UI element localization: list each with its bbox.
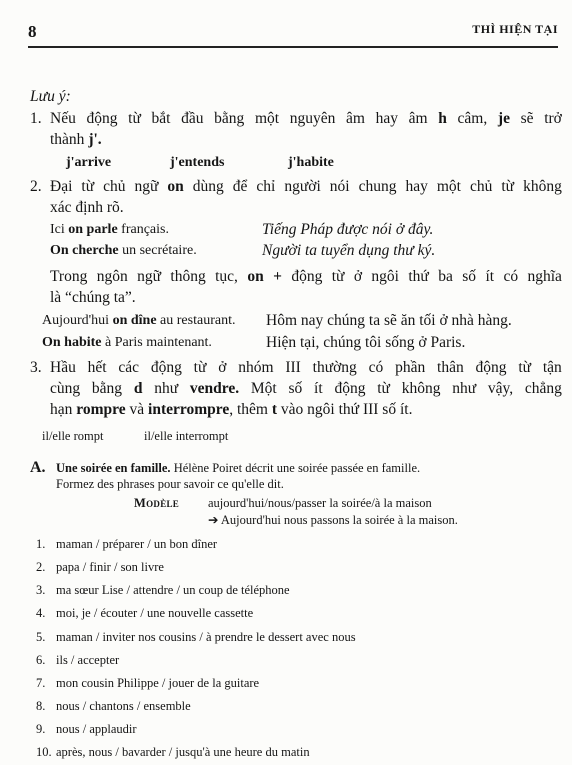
word: từ — [518, 359, 532, 376]
word: động — [334, 380, 366, 397]
word: on — [167, 178, 184, 195]
note1-number: 1. — [30, 110, 42, 127]
note2-ex2-vn: Người ta tuyển dụng thư ký. — [262, 242, 436, 259]
word: chỉ — [256, 178, 276, 195]
note2-ex1-vn: Tiếng Pháp được nói ở đây. — [262, 221, 434, 238]
note1-example-2: j'entends — [170, 155, 225, 170]
word: vendre. — [189, 380, 240, 397]
word: ngữ — [134, 178, 159, 195]
note2-ex3-vn: Hôm nay chúng ta sẽ ăn tối ở nhà hàng. — [266, 312, 512, 329]
note3-line3: hạn rompre và interrompre, thêm t vào ngôi thứ III số ít. — [50, 401, 413, 418]
word: nguyên — [289, 110, 336, 127]
note2-ex4-fr: On habite à Paris maintenant. — [42, 335, 212, 350]
word: thân — [437, 359, 464, 376]
exercise-item-number: 6. — [36, 653, 46, 667]
note1-example-3: j'habite — [288, 155, 334, 170]
note3-line2 — [50, 380, 562, 398]
note1-line2: thành j'. — [50, 131, 102, 148]
exercise-item-text: maman / inviter nos cousins / à prendre le dessert avec nous — [56, 630, 356, 644]
word: Hầu — [50, 359, 76, 376]
word: ngôn — [96, 268, 128, 285]
word: phần — [395, 359, 426, 376]
word: từ — [193, 359, 207, 376]
word: từ — [331, 268, 345, 285]
exercise-item-number: 4. — [36, 606, 46, 620]
exercise-item-text: mon cousin Philippe / jouer de la guitare — [56, 676, 260, 690]
exercise-title: Une soirée en famille. Hélène Poiret décrit une soirée passée en famille. — [56, 461, 421, 475]
exercise-item-number: 3. — [36, 583, 46, 597]
model-prompt: aujourd'hui/nous/passer la soirée/à la maison — [208, 496, 432, 510]
note3-example-2: il/elle interrompt — [144, 429, 229, 443]
exercise-item-number: 1. — [36, 537, 46, 551]
word: ở — [218, 359, 227, 376]
exercise-item-number: 5. — [36, 630, 46, 644]
word: chẳng — [524, 380, 562, 397]
word: có — [368, 359, 384, 376]
word: hay — [375, 110, 399, 127]
exercise-item-text: moi, je / écouter / une nouvelle cassette — [56, 606, 254, 620]
word: động — [86, 110, 118, 127]
exercise-item-text: nous / chantons / ensemble — [56, 699, 191, 713]
exercise-item-text: papa / finir / son livre — [56, 560, 164, 574]
exercise-item-number: 9. — [36, 722, 46, 736]
word: từ — [377, 380, 390, 397]
word: thường — [312, 359, 357, 376]
word: động — [475, 359, 507, 376]
word: động — [291, 268, 323, 285]
word: âm — [346, 110, 365, 127]
note3-line1 — [50, 359, 562, 377]
word: âm — [408, 110, 428, 127]
word: thông — [170, 268, 206, 285]
exercise-item-text: après, nous / bavarder / jusqu'à une heure du matin — [56, 745, 310, 759]
word: ngôi — [371, 268, 399, 285]
word: chủ — [469, 178, 493, 195]
word: bằng — [91, 380, 123, 397]
word: từ — [81, 178, 95, 195]
word: như — [154, 380, 179, 397]
note2-ex1-fr: Ici on parle français. — [50, 222, 169, 237]
word: người — [284, 178, 321, 195]
word: thứ — [408, 268, 429, 285]
word: sẽ — [520, 110, 534, 127]
word: ba — [438, 268, 453, 285]
word: từ — [501, 178, 515, 195]
word: các — [118, 359, 140, 376]
word: đầu — [181, 110, 204, 127]
word: je — [497, 110, 510, 127]
word: số — [288, 380, 303, 397]
word: không — [523, 178, 562, 195]
note3-example-1: il/elle rompt — [42, 429, 104, 443]
exercise-item-text: nous / applaudir — [56, 722, 137, 736]
word: một — [436, 178, 461, 195]
word: có — [503, 268, 519, 285]
word: bắt — [151, 110, 171, 127]
word: bằng — [214, 110, 245, 127]
word: h — [438, 110, 447, 127]
note3-number: 3. — [30, 359, 42, 376]
header-rule — [28, 46, 558, 48]
word: trở — [544, 110, 562, 127]
word: Một — [250, 380, 277, 397]
exercise-item-text: ma sœur Lise / attendre / un coup de téléphone — [56, 583, 290, 597]
word: chủ — [103, 178, 126, 195]
exercise-item-number: 8. — [36, 699, 46, 713]
note2-para-line1 — [50, 268, 562, 286]
word: III — [285, 359, 301, 376]
word: tận — [542, 359, 562, 376]
word: dùng — [192, 178, 224, 195]
word: nói — [329, 178, 350, 195]
word: nghĩa — [527, 268, 562, 285]
word: vậy, — [487, 380, 514, 397]
word: động — [150, 359, 182, 376]
word: số — [462, 268, 477, 285]
word: một — [254, 110, 280, 127]
note2-ex2-fr: On cherche un secrétaire. — [50, 243, 197, 258]
note2-ex4-vn: Hiện tại, chúng tôi sống ở Paris. — [266, 334, 466, 351]
page-number: 8 — [28, 22, 37, 41]
word: ngữ — [137, 268, 162, 285]
exercise-item-text: maman / préparer / un bon dîner — [56, 537, 218, 551]
note2-line1 — [50, 178, 562, 196]
note2-ex3-fr: Aujourd'hui on dîne au restaurant. — [42, 313, 236, 328]
word: không — [401, 380, 441, 397]
note2-number: 2. — [30, 178, 42, 195]
running-head: THÌ HIỆN TẠI — [472, 22, 558, 36]
word: hay — [405, 178, 428, 195]
word: d — [133, 380, 143, 397]
word: như — [452, 380, 477, 397]
word: Đại — [50, 178, 73, 195]
word: ở — [353, 268, 363, 285]
word: cùng — [50, 380, 81, 397]
word: ít — [485, 268, 495, 285]
word: chung — [358, 178, 397, 195]
word: từ — [128, 110, 141, 127]
word: để — [232, 178, 248, 195]
word: Nếu — [50, 110, 76, 127]
word: tục, — [215, 268, 238, 285]
exercise-instruction: Formez des phrases pour savoir ce qu'elle dit. — [56, 477, 284, 491]
word: câm, — [457, 110, 488, 127]
model-label: Modèle — [134, 496, 180, 510]
word: + — [273, 268, 282, 285]
note2-line2: xác định rõ. — [50, 199, 124, 216]
word: ít — [314, 380, 323, 397]
exercise-item-number: 2. — [36, 560, 46, 574]
exercise-letter: A. — [30, 459, 46, 476]
word: hết — [87, 359, 107, 376]
word: nhóm — [238, 359, 274, 376]
exercise-item-text: ils / accepter — [56, 653, 120, 667]
exercise-item-number: 7. — [36, 676, 46, 690]
note-label: Lưu ý: — [30, 88, 71, 105]
word: on — [247, 268, 264, 285]
note1-line1 — [50, 110, 562, 128]
model-answer: ➔ Aujourd'hui nous passons la soirée à la maison. — [208, 513, 458, 527]
page-header — [28, 22, 558, 44]
exercise-item-number: 10. — [36, 745, 52, 759]
note2-para-line2: là “chúng ta”. — [50, 289, 136, 306]
note1-example-1: j'arrive — [66, 155, 112, 170]
word: Trong — [50, 268, 88, 285]
